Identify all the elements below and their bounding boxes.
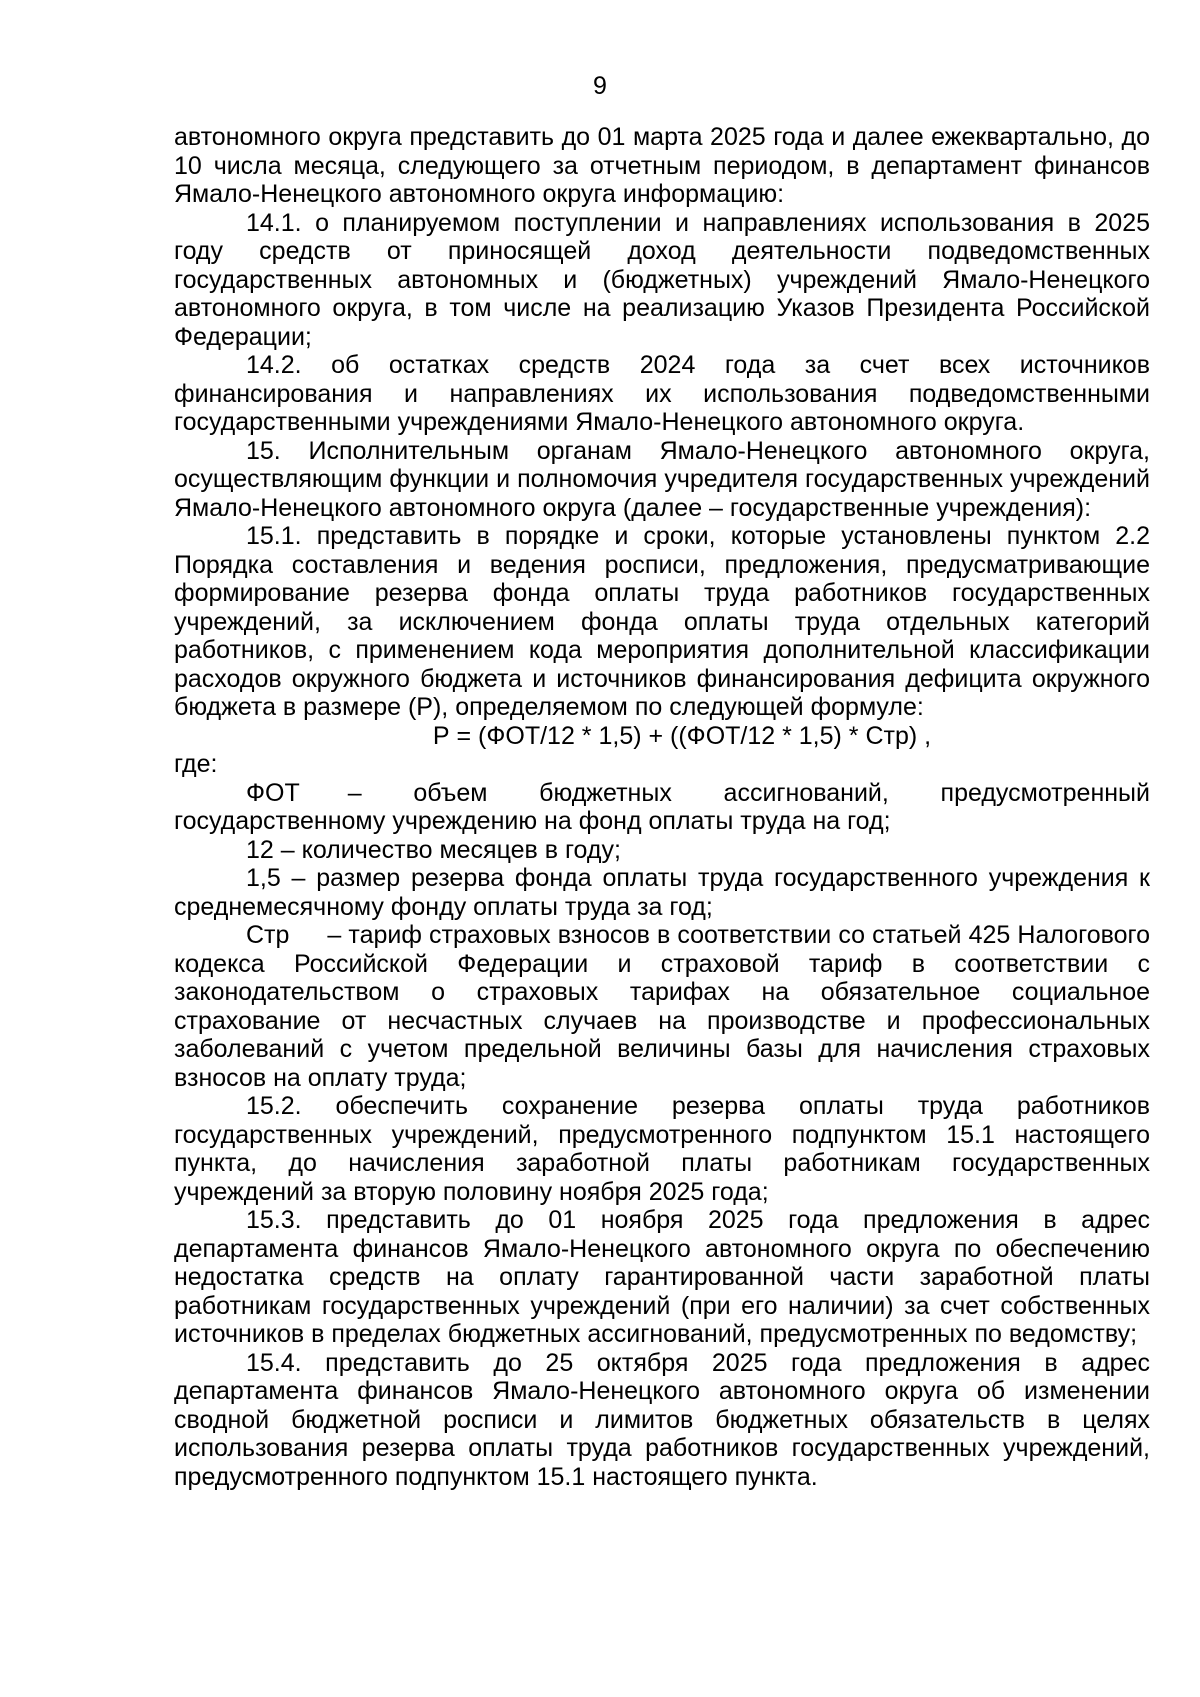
clause-number: 15.: [246, 436, 281, 465]
clause-number: 15.3.: [246, 1206, 302, 1234]
paragraph-15-4: 15.4. представить до 25 октября 2025 года предложения в адрес департамента финансов Ямало-Ненецкого автономного округа об изменении сводной бюджетной росписи и лимитов бюджетных обязательств в целях использования резерва оплаты труда работников государственных учреждений, предусмотренного подпунктом 15.1 настоящего пункта.: [174, 1348, 1150, 1491]
page-number: 9: [593, 72, 607, 100]
definition-1-5: 1,5 – размер резерва фонда оплаты труда государственного учреждения к среднемесячному фонду оплаты труда за год;: [174, 864, 1150, 921]
clause-number: 15.1.: [246, 522, 302, 550]
where-label: где:: [174, 750, 218, 778]
paragraph-14-2: 14.2. об остатках средств 2024 года за счет всех источников финансирования и направлениях их использования подведомственными государственными учреждениями Ямало-Ненецкого автономного округа.: [174, 351, 1150, 436]
paragraph-15: 15. Исполнительным органам Ямало-Ненецкого автономного округа, осуществляющим функции и полномочия учредителя государственных учреждений Ямало-Ненецкого автономного округа (далее – государственные учреждения):: [174, 436, 1150, 522]
definition-12: 12 – количество месяцев в году;: [246, 835, 621, 864]
paragraph-15-3: 15.3. представить до 01 ноября 2025 года предложения в адрес департамента финансов Ямало-Ненецкого автономного округа по обеспечению недостатка средств на оплату гарантированной части заработной платы работникам государственных учреждений (при его наличии) за счет собственных источников в пределах бюджетных ассигнований, предусмотренных по ведомству;: [174, 1206, 1150, 1348]
definition-str: Стр – тариф страховых взносов в соответствии со статьей 425 Налогового кодекса Российской Федерации и страховой тариф в соответствии с законодательством о страховых тарифах на обязательное социальное страхование от несчастных случаев на производстве и профессиональных заболеваний с учетом предельной величины базы для начисления страховых взносов на оплату труда;: [174, 921, 1150, 1092]
definition-fot: ФОТ – объем бюджетных ассигнований, предусмотренный государственному учреждению на фонд оплаты труда на год;: [174, 778, 1150, 835]
formula: Р = (ФОТ/12 * 1,5) + ((ФОТ/12 * 1,5) * Стр) ,: [432, 721, 932, 750]
definition-term: Стр: [246, 921, 290, 949]
document-body: [174, 123, 1150, 1491]
paragraph-14-1: 14.1. о планируемом поступлении и направлениях использования в 2025 году средств от приносящей доход деятельности подведомственных государственных автономных и (бюджетных) учреждений Ямало-Ненецкого автономного округа, в том числе на реализацию Указов Президента Российской Федерации;: [174, 208, 1150, 351]
paragraph-15-1: 15.1. представить в порядке и сроки, которые установлены пунктом 2.2 Порядка составления и ведения росписи, предложения, предусматривающие формирование резерва фонда оплаты труда работников государственных учреждений, за исключением фонда оплаты труда отдельных категорий работников, с применением кода мероприятия дополнительной классификации расходов окружного бюджета и источников финансирования дефицита окружного бюджета в размере (Р), определяемом по следующей формуле:: [174, 522, 1150, 721]
paragraph-intro: автономного округа представить до 01 марта 2025 года и далее ежеквартально, до 10 числа месяца, следующего за отчетным периодом, в департамент финансов Ямало-Ненецкого автономного округа информацию:: [174, 123, 1150, 208]
clause-number: 15.4.: [246, 1348, 302, 1377]
clause-number: 14.1.: [246, 208, 302, 237]
paragraph-15-2: 15.2. обеспечить сохранение резерва оплаты труда работников государственных учреждений, предусмотренного подпунктом 15.1 настоящего пункта, до начисления заработной платы работникам государственных учреждений за вторую половину ноября 2025 года;: [174, 1092, 1150, 1206]
definition-term: ФОТ: [246, 778, 300, 807]
clause-number: 14.2.: [246, 351, 302, 379]
clause-number: 15.2.: [246, 1092, 302, 1120]
